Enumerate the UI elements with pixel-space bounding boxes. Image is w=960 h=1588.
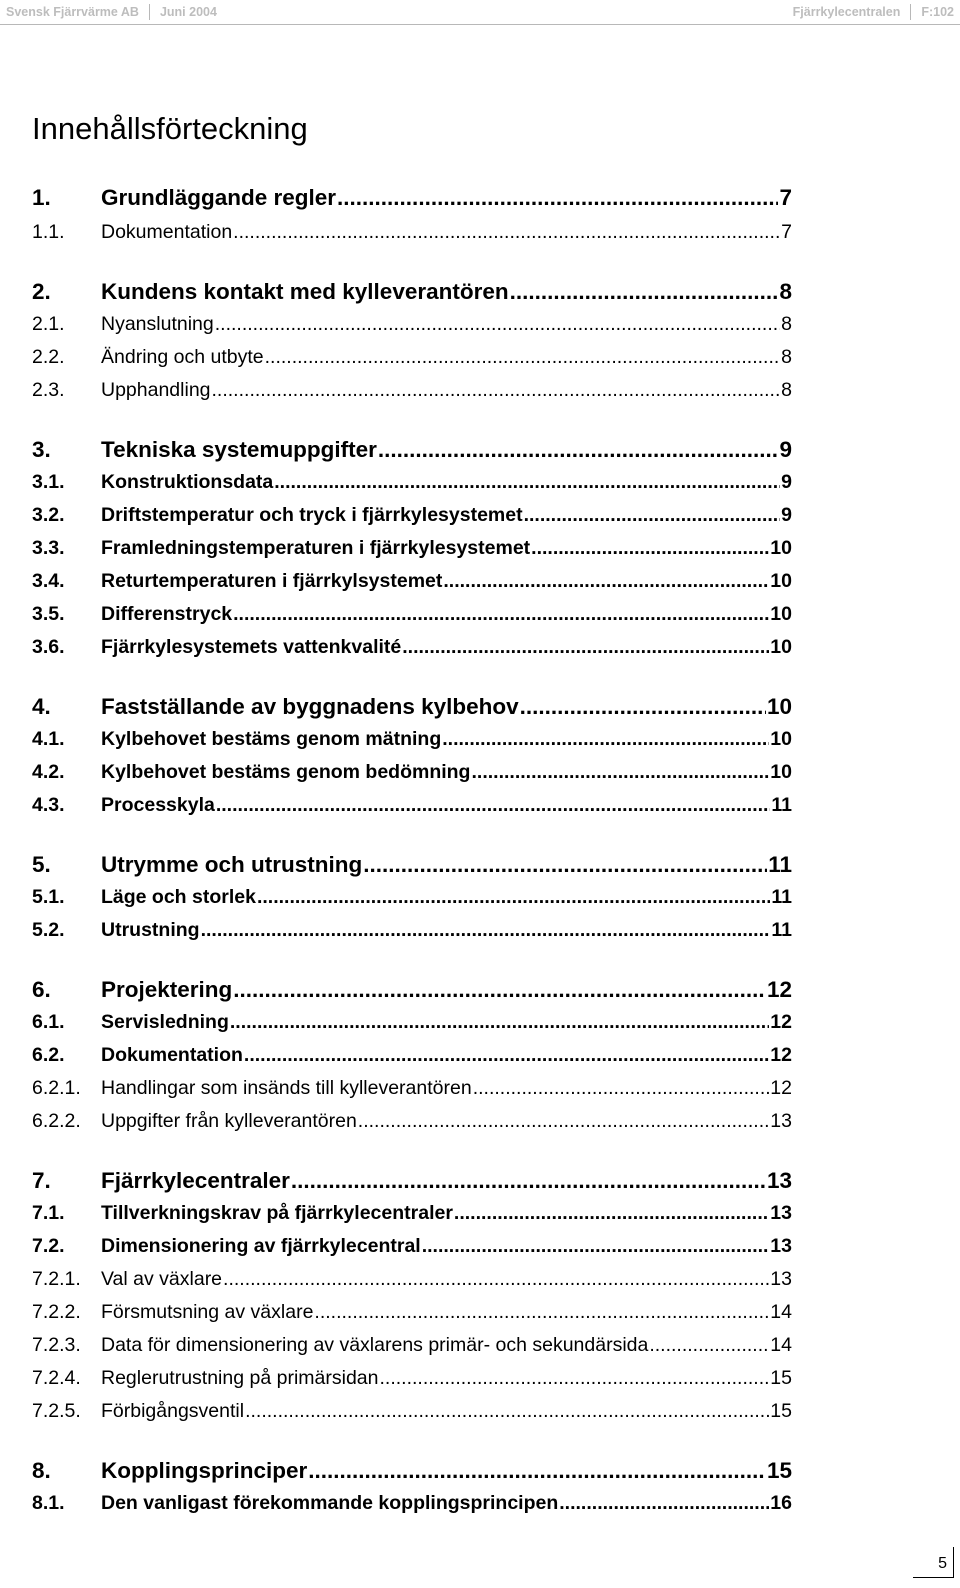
toc-entry-leader (233, 975, 766, 1005)
toc-entry-leader (230, 1009, 769, 1035)
toc-entry-number: 6. (32, 977, 51, 1002)
toc-entry-title: Kopplingsprinciper (101, 1458, 308, 1483)
toc-entry-number: 3.6. (32, 636, 65, 658)
toc-entry-title: Driftstemperatur och tryck i fjärrkylesystemet (101, 504, 523, 526)
toc-entry-number: 8. (32, 1458, 51, 1483)
toc-entry-leader (257, 884, 770, 910)
toc-entry-page: 11 (771, 886, 792, 908)
toc-entry-page: 10 (770, 728, 792, 750)
toc-entry-page: 11 (771, 794, 792, 816)
toc-entry-title: Tekniska systemuppgifter (101, 437, 377, 462)
toc-entry-title: Servisledning (101, 1011, 229, 1033)
toc-entry-page: 16 (770, 1492, 792, 1514)
toc-entry-page: 11 (771, 919, 792, 941)
toc-entry-title: Grundläggande regler (101, 185, 337, 210)
toc-entry-number: 3.5. (32, 603, 65, 625)
toc-entry-number: 5. (32, 852, 51, 877)
toc-entry-leader (216, 792, 771, 818)
header-doc-title: Fjärrkylecentralen (792, 5, 901, 19)
toc-entry-page: 10 (770, 570, 792, 592)
toc-entry-title: Nyanslutning (101, 313, 214, 335)
page-number: 5 (938, 1555, 947, 1572)
toc-entry-number: 4.2. (32, 761, 65, 783)
toc-entry-number: 3.3. (32, 537, 65, 559)
toc-entry-page: 15 (766, 1458, 792, 1483)
toc-entry-page: 13 (770, 1235, 792, 1257)
toc-entry[interactable] (32, 1200, 792, 1226)
toc-entry-page: 12 (770, 1044, 792, 1066)
toc-entry-leader (363, 850, 767, 880)
toc-entry[interactable] (32, 469, 792, 495)
toc-entry[interactable] (32, 1266, 792, 1292)
toc-entry-number: 7.2.4. (32, 1367, 81, 1389)
toc-entry-page: 15 (770, 1400, 792, 1422)
toc-entry-leader (274, 469, 780, 495)
toc-entry-number: 1. (32, 185, 51, 210)
toc-entry-leader (233, 219, 780, 245)
toc-entry-page: 8 (781, 346, 792, 368)
toc-entry-leader (531, 535, 769, 561)
toc-entry-number: 6.2.1. (32, 1077, 81, 1099)
toc-entry-page: 12 (766, 977, 792, 1002)
toc-entry-leader (473, 1075, 770, 1101)
toc-entry-number: 5.1. (32, 886, 65, 908)
toc-entry[interactable] (32, 692, 792, 722)
toc-entry-number: 2.2. (32, 346, 65, 368)
toc-entry[interactable] (32, 1490, 792, 1516)
toc-entry-page: 13 (766, 1168, 792, 1193)
toc-entry-title: Uppgifter från kylleverantören (101, 1110, 357, 1132)
toc-entry-page: 9 (781, 504, 792, 526)
toc-entry[interactable] (32, 1108, 792, 1134)
toc-entry-page: 10 (766, 694, 792, 719)
toc-entry[interactable] (32, 377, 792, 403)
toc-entry-number: 6.2.2. (32, 1110, 81, 1132)
toc-entry-title: Val av växlare (101, 1268, 223, 1290)
toc-entry-leader (215, 311, 780, 337)
toc-entry-number: 3.1. (32, 471, 65, 493)
toc-entry[interactable] (32, 601, 792, 627)
toc-entry-page: 15 (770, 1367, 792, 1389)
toc-entry-page: 13 (770, 1202, 792, 1224)
toc-entry-leader (223, 1266, 769, 1292)
toc-entry-title: Förbigångsventil (101, 1400, 245, 1422)
toc-entry-leader (212, 377, 781, 403)
toc-entry-leader (454, 1200, 769, 1226)
toc-entry-number: 3.2. (32, 504, 65, 526)
toc-entry[interactable] (32, 311, 792, 337)
toc-entry-number: 3.4. (32, 570, 65, 592)
toc-entry-page: 13 (770, 1268, 792, 1290)
toc-entry-title: Utrymme och utrustning (101, 852, 363, 877)
toc-entry-title: Upphandling (101, 379, 211, 401)
toc-entry[interactable] (32, 1042, 792, 1068)
toc-entry-number: 2.1. (32, 313, 65, 335)
toc-entry-leader (337, 183, 778, 213)
toc-entry-leader (524, 502, 781, 528)
toc-entry-leader (291, 1166, 766, 1196)
toc-entry-title: Differenstryck (101, 603, 233, 625)
toc-entry-leader (422, 1233, 770, 1259)
toc-entry[interactable] (32, 1166, 792, 1196)
toc-entry-title: Kundens kontakt med kylleverantören (101, 279, 509, 304)
toc-entry-number: 4. (32, 694, 51, 719)
toc-entry-number: 2. (32, 279, 51, 304)
toc-entry-title: Dimensionering av fjärrkylecentral (101, 1235, 421, 1257)
toc-entry[interactable] (32, 1398, 792, 1424)
toc-entry-leader (265, 344, 781, 370)
toc-entry[interactable] (32, 759, 792, 785)
toc-entry-title: Dokumentation (101, 221, 233, 243)
toc-entry-leader (308, 1456, 766, 1486)
toc-entry-title: Reglerutrustning på primärsidan (101, 1367, 379, 1389)
toc-entry-title: Konstruktionsdata (101, 471, 274, 493)
header-date: Juni 2004 (159, 5, 217, 19)
toc-entry-number: 4.1. (32, 728, 65, 750)
toc-entry[interactable] (32, 568, 792, 594)
header-doc-code: F:102 (921, 5, 954, 19)
toc-entry-page: 10 (770, 636, 792, 658)
toc-entry-page: 10 (770, 537, 792, 559)
toc-entry[interactable] (32, 219, 792, 245)
toc-entry-number: 7.2.3. (32, 1334, 81, 1356)
toc-entry-title: Fastställande av byggnadens kylbehov (101, 694, 519, 719)
toc-entry-title: Läge och storlek (101, 886, 256, 908)
toc-entry-leader (520, 692, 766, 722)
toc-entry-title: Fjärrkylesystemets vattenkvalité (101, 636, 402, 658)
toc-entry-title: Handlingar som insänds till kylleverantören (101, 1077, 472, 1099)
toc-entry-number: 7.2.1. (32, 1268, 81, 1290)
toc-entry[interactable] (32, 535, 792, 561)
toc-entry-page: 11 (768, 852, 792, 877)
toc-entry-page: 9 (779, 437, 792, 462)
toc-entry-page: 9 (781, 471, 792, 493)
toc-entry-page: 8 (779, 279, 792, 304)
toc-entry-page: 14 (770, 1301, 792, 1323)
toc-entry-title: Data för dimensionering av växlarens primär- och sekundärsida (101, 1334, 649, 1356)
toc-entry-leader (244, 1042, 769, 1068)
toc-entry-title: Ändring och utbyte (101, 346, 264, 368)
toc-entry-page: 14 (770, 1334, 792, 1356)
toc-entry-title: Projektering (101, 977, 233, 1002)
toc-entry-leader (233, 601, 769, 627)
toc-entry-number: 4.3. (32, 794, 65, 816)
toc-entry-number: 7. (32, 1168, 51, 1193)
toc-entry-number: 2.3. (32, 379, 65, 401)
toc-entry-number: 6.1. (32, 1011, 65, 1033)
toc-entry-number: 7.2.5. (32, 1400, 81, 1422)
toc-entry-number: 7.2. (32, 1235, 65, 1257)
toc-entry-leader (314, 1299, 769, 1325)
toc-entry[interactable] (32, 1009, 792, 1035)
toc-entry-number: 7.2.2. (32, 1301, 81, 1323)
toc-entry-leader (442, 726, 769, 752)
toc-entry-page: 8 (781, 313, 792, 335)
toc-entry[interactable] (32, 1332, 792, 1358)
toc-entry-title: Returtemperaturen i fjärrkylsystemet (101, 570, 443, 592)
toc-entry-number: 8.1. (32, 1492, 65, 1514)
toc-entry-title: Försmutsning av växlare (101, 1301, 314, 1323)
toc-entry-page: 10 (770, 603, 792, 625)
toc-entry-number: 5.2. (32, 919, 65, 941)
page-title: Innehållsförteckning (32, 111, 308, 146)
toc-entry-number: 3. (32, 437, 51, 462)
toc-entry-leader (358, 1108, 770, 1134)
toc-entry-page: 10 (770, 761, 792, 783)
page-number-box (913, 1547, 954, 1578)
toc-entry[interactable] (32, 183, 792, 213)
toc-entry-leader (402, 634, 769, 660)
toc-entry-number: 6.2. (32, 1044, 65, 1066)
toc-entry[interactable] (32, 884, 792, 910)
toc-entry-leader (649, 1332, 769, 1358)
header-divider (910, 4, 911, 20)
toc-entry-title: Utrustning (101, 919, 200, 941)
toc-entry-number: 1.1. (32, 221, 65, 243)
toc-entry-leader (201, 917, 771, 943)
toc-entry-title: Processkyla (101, 794, 215, 816)
toc-entry[interactable] (32, 1456, 792, 1486)
toc-entry-page: 8 (781, 379, 792, 401)
toc-entry-leader (379, 1365, 769, 1391)
toc-entry[interactable] (32, 435, 792, 465)
header-left (6, 4, 217, 20)
toc-entry-title: Fjärrkylecentraler (101, 1168, 290, 1193)
toc-entry-leader (471, 759, 769, 785)
toc-entry-title: Kylbehovet bestäms genom bedömning (101, 761, 471, 783)
toc-entry-page: 13 (770, 1110, 792, 1132)
toc-entry[interactable] (32, 1365, 792, 1391)
toc-entry-title: Tillverkningskrav på fjärrkylecentraler (101, 1202, 453, 1224)
toc-entry[interactable] (32, 1075, 792, 1101)
toc-entry[interactable] (32, 975, 792, 1005)
toc-entry[interactable] (32, 1233, 792, 1259)
toc-entry[interactable] (32, 1299, 792, 1325)
toc-entry-page: 12 (770, 1011, 792, 1033)
toc-entry[interactable] (32, 917, 792, 943)
header-right (793, 4, 954, 20)
toc-entry[interactable] (32, 502, 792, 528)
toc-entry-title: Kylbehovet bestäms genom mätning (101, 728, 442, 750)
page-header (0, 0, 960, 25)
toc-entry-leader (245, 1398, 769, 1424)
toc-entry-page: 12 (770, 1077, 792, 1099)
toc-entry-leader (443, 568, 769, 594)
toc-entry-number: 7.1. (32, 1202, 65, 1224)
toc-entry-leader (378, 435, 779, 465)
toc-entry[interactable] (32, 726, 792, 752)
toc-entry[interactable] (32, 344, 792, 370)
toc-entry[interactable] (32, 792, 792, 818)
header-org: Svensk Fjärrvärme AB (6, 5, 139, 19)
toc-entry-leader (559, 1490, 769, 1516)
toc-entry[interactable] (32, 850, 792, 880)
header-divider (149, 4, 150, 20)
toc-entry-title: Den vanligast förekommande kopplingsprincipen (101, 1492, 559, 1514)
toc-entry-leader (510, 277, 779, 307)
toc-entry-page: 7 (779, 185, 792, 210)
toc-entry-title: Framledningstemperaturen i fjärrkylesystemet (101, 537, 531, 559)
toc-entry[interactable] (32, 634, 792, 660)
toc-entry[interactable] (32, 277, 792, 307)
toc-entry-page: 7 (781, 221, 792, 243)
toc-entry-title: Dokumentation (101, 1044, 243, 1066)
